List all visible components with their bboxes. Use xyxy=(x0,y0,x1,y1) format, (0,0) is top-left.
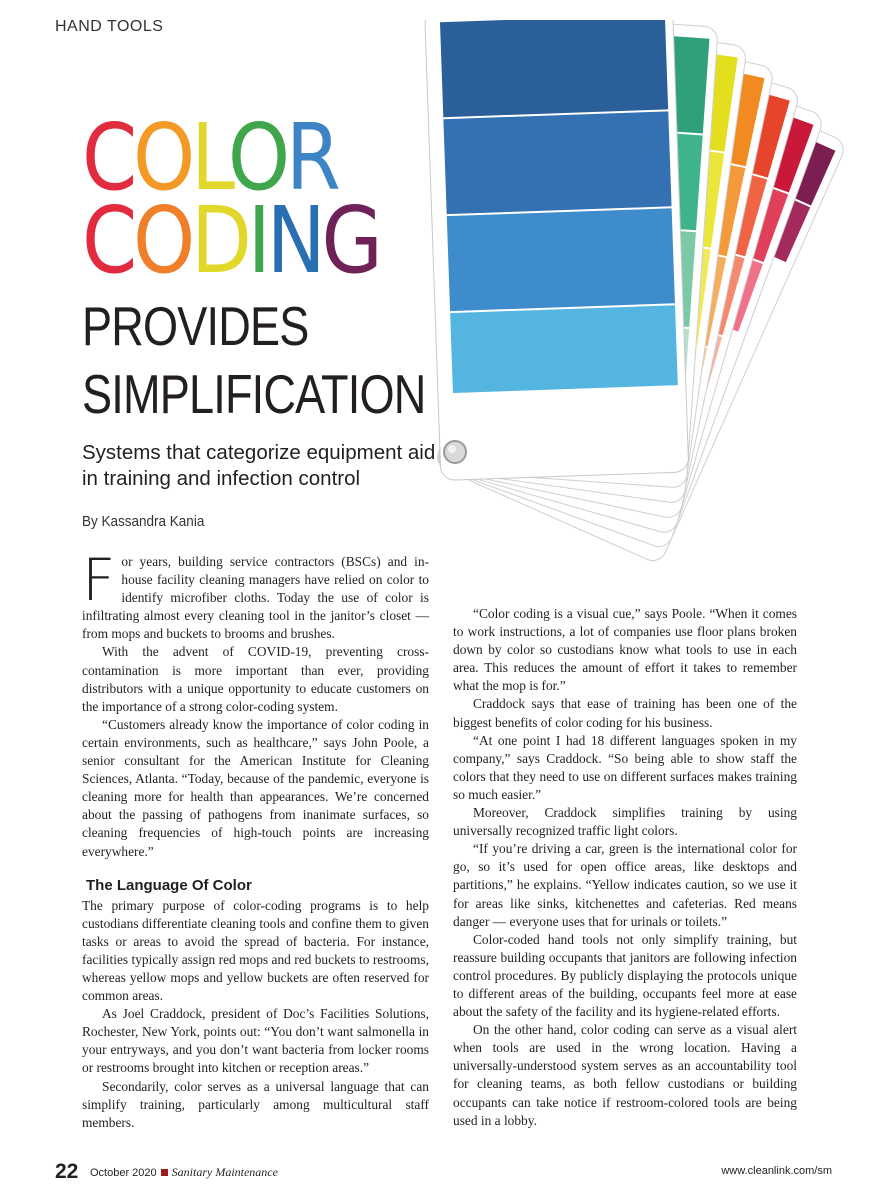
article-subtitle: Systems that categorize equipment aid in training and infection control xyxy=(82,441,436,490)
title-letter: O xyxy=(132,187,191,294)
paragraph xyxy=(82,546,429,643)
paragraph: Craddock says that ease of training has been one of the biggest benefits of color coding for his business. xyxy=(453,696,797,730)
paragraph: Secondarily, color serves as a universal language that can simplify training, particularly among multicultural staff members. xyxy=(82,1078,429,1130)
title-letter: O xyxy=(132,104,191,211)
section-label: HAND TOOLS xyxy=(55,18,164,35)
paragraph: “At one point I had 18 different languages spoken in my company,” says Craddock. “So being able to show staff the colors that they need to use on different surfaces makes training so much easier.” xyxy=(453,732,797,802)
title-line-simplification: SIMPLIFICATION xyxy=(82,363,426,425)
title-letter: I xyxy=(247,187,267,294)
byline: By Kassandra Kania xyxy=(82,513,205,530)
paragraph: “Customers already know the importance of color coding in certain environments, such as healthcare,” says John Poole, a senior consultant for the American Institute for Cleaning Sciences, Atlanta. “Today, because of the pandemic, everyone is cleaning more for health than appearances. We’re concerned about the passing of pathogens from inanimate surfaces, so cleaning frequencies of high-touch points are increasing everywhere.” xyxy=(82,716,429,859)
footer-issue xyxy=(90,1165,278,1180)
paragraph: On the other hand, color coding can serve as a visual alert when tools are used in the wrong location. Having a universally-understood system serves as an accountability tool for cleaning teams, as both fellow custodians or building occupants can take notice if restroom-colored tools are being used in a lobby. xyxy=(453,1022,797,1128)
article-column-2 xyxy=(453,605,797,1130)
paragraph: “If you’re driving a car, green is the international color for go, so it’s used for open office areas, like desktops and partitions,” he explains. “Yellow indicates caution, so we use it for areas like sinks, kitchenettes and cafeterias. Red means danger — everyone uses that for urinals or toilets.” xyxy=(453,841,797,929)
page-number: 22 xyxy=(55,1160,79,1183)
issue-date: October 2020 xyxy=(90,1167,157,1179)
paragraph: As Joel Craddock, president of Doc’s Facilities Solutions, Rochester, New York, points out: “You don’t want salmonella in your entryways, and you don’t want bacteria from locker rooms or restrooms brought into kitchen or reception areas.” xyxy=(82,1006,429,1076)
title-letter: G xyxy=(321,187,379,294)
title-letter: D xyxy=(190,187,248,294)
paragraph: “Color coding is a visual cue,” says Poole. “When it comes to work instructions, a lot of companies use floor plans broken down by color so custodians know what tools to use in each area. This reduces the amount of effort it takes to remember what the mop is for.” xyxy=(453,606,797,694)
paragraph: Moreover, Craddock simplifies training by using universally recognized traffic light colors. xyxy=(453,805,797,839)
paragraph: With the advent of COVID-19, preventing cross-contamination is more important than ever, providing distributors with a unique opportunity to educate customers on the importance of a strong color-coding system. xyxy=(82,644,429,714)
title-line-provides: PROVIDES xyxy=(82,295,309,357)
footer-url: www.cleanlink.com/sm xyxy=(721,1165,832,1177)
title-letter: C xyxy=(82,104,133,211)
title-letter: L xyxy=(190,104,228,211)
color-swatch-fan-illustration xyxy=(420,20,878,620)
magazine-name: Sanitary Maintenance xyxy=(171,1165,278,1179)
title-line-coding xyxy=(82,187,379,294)
section-heading: The Language Of Color xyxy=(86,876,252,894)
paragraph: The primary purpose of color-coding programs is to help custodians differentiate cleaning tools and confine them to given tasks or areas to avoid the spread of bacteria. For instance, facilities typically assign red mops and red buckets to restrooms, whereas yellow mops and yellow buckets are often reserved for common areas. xyxy=(82,897,429,1004)
square-bullet-icon xyxy=(161,1169,168,1176)
article-column-1 xyxy=(82,546,429,1132)
title-letter: C xyxy=(82,187,133,294)
title-letter: O xyxy=(227,104,286,211)
title-letter: N xyxy=(266,187,322,294)
title-letter: R xyxy=(285,104,337,211)
drop-cap: F xyxy=(82,546,116,614)
paragraph: Color-coded hand tools not only simplify training, but reassure building occupants that janitors are following infection control procedures. By publicly displaying the protocols unique to different areas of the building, occupants feel more at ease about the safety of the facility and its hygiene-related efforts. xyxy=(453,931,797,1020)
paragraph-text: or years, building service contractors (BSCs) and in-house facility cleaning managers have relied on color to identify microfiber cloths. Today the use of color is infiltrating almost every cleaning tool in the janitor’s closet — from mops and buckets to brooms and brushes. xyxy=(82,554,429,642)
